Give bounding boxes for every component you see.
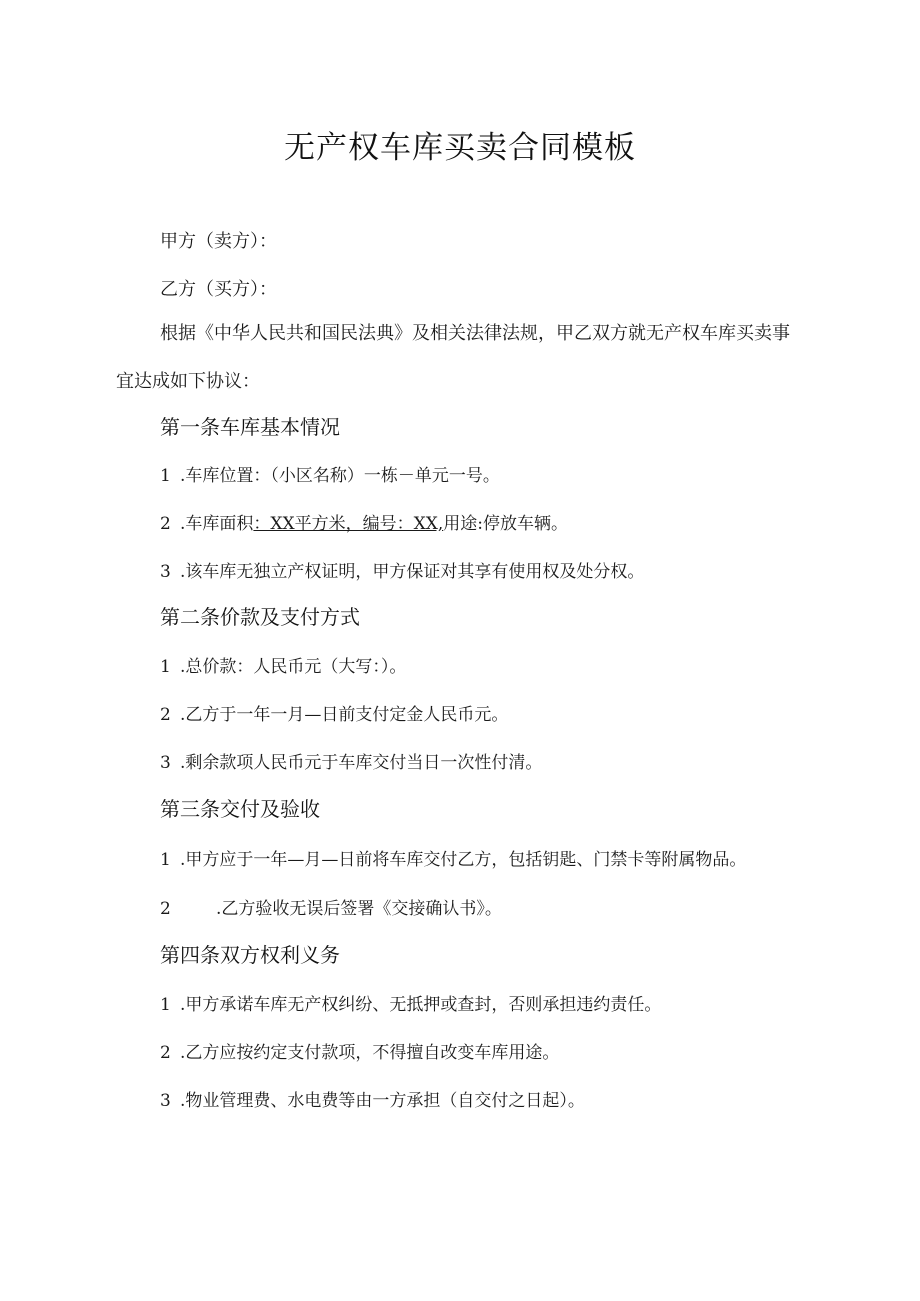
- section-heading-4: 第四条双方权利义务: [160, 943, 340, 967]
- item-number: 3: [160, 562, 171, 582]
- item-number: 3: [160, 1091, 171, 1111]
- item-number: 2: [160, 1043, 171, 1063]
- item-text: .乙方应按约定支付款项，不得擅自改变车库用途。: [180, 1043, 560, 1063]
- section-1-item-2: [160, 512, 568, 536]
- section-heading-2: 第二条价款及支付方式: [160, 605, 360, 629]
- item-text-prefix: .车库面积: [180, 514, 254, 534]
- intro-paragraph-line-2: 宜达成如下协议：: [116, 371, 260, 392]
- item-text: .车库位置：（小区名称）一栋－单元一号。: [180, 466, 500, 486]
- section-4-item-1: [160, 993, 661, 1017]
- item-number: 2: [160, 705, 171, 725]
- section-3-item-2: [160, 897, 502, 921]
- item-number: 2: [160, 514, 171, 534]
- item-text: .甲方应于一年—月—日前将车库交付乙方，包括钥匙、门禁卡等附属物品。: [180, 850, 747, 870]
- intro-paragraph-line-1: 根据《中华人民共和国民法典》及相关法律法规，甲乙双方就无产权车库买卖事: [160, 323, 790, 344]
- party-a-label: 甲方（卖方）：: [160, 231, 277, 252]
- section-2-item-3: [160, 751, 542, 775]
- section-2-item-1: [160, 655, 406, 679]
- section-1-item-3: [160, 560, 644, 584]
- underlined-field: ：XX平方米，编号：XX,: [253, 514, 444, 534]
- item-text: .该车库无独立产权证明，甲方保证对其享有使用权及处分权。: [180, 562, 645, 582]
- item-number: 1: [160, 995, 171, 1015]
- item-number: 2: [160, 899, 171, 919]
- item-text: .甲方承诺车库无产权纠纷、无抵押或查封，否则承担违约责任。: [180, 995, 662, 1015]
- item-number: 1: [160, 466, 171, 486]
- section-heading-1: 第一条车库基本情况: [160, 415, 340, 439]
- item-text: .物业管理费、水电费等由一方承担（自交付之日起）。: [180, 1091, 585, 1111]
- section-heading-3: 第三条交付及验收: [160, 797, 320, 821]
- item-text-suffix: 用途:停放车辆。: [443, 514, 568, 534]
- party-b-label: 乙方（买方）：: [160, 279, 277, 300]
- section-2-item-2: [160, 703, 508, 727]
- item-text: .乙方验收无误后签署《交接确认书》。: [216, 899, 502, 919]
- item-text: .剩余款项人民币元于车库交付当日一次性付清。: [180, 753, 543, 773]
- section-4-item-3: [160, 1089, 585, 1113]
- item-text: .乙方于一年一月—日前支付定金人民币元。: [180, 705, 509, 725]
- section-1-item-1: [160, 464, 500, 488]
- item-number: 1: [160, 657, 171, 677]
- document-title: 无产权车库买卖合同模板: [284, 130, 636, 166]
- section-3-item-1: [160, 848, 746, 872]
- item-number: 1: [160, 850, 171, 870]
- item-number: 3: [160, 753, 171, 773]
- section-4-item-2: [160, 1041, 559, 1065]
- item-text: .总价款：人民币元（大写：）。: [180, 657, 407, 677]
